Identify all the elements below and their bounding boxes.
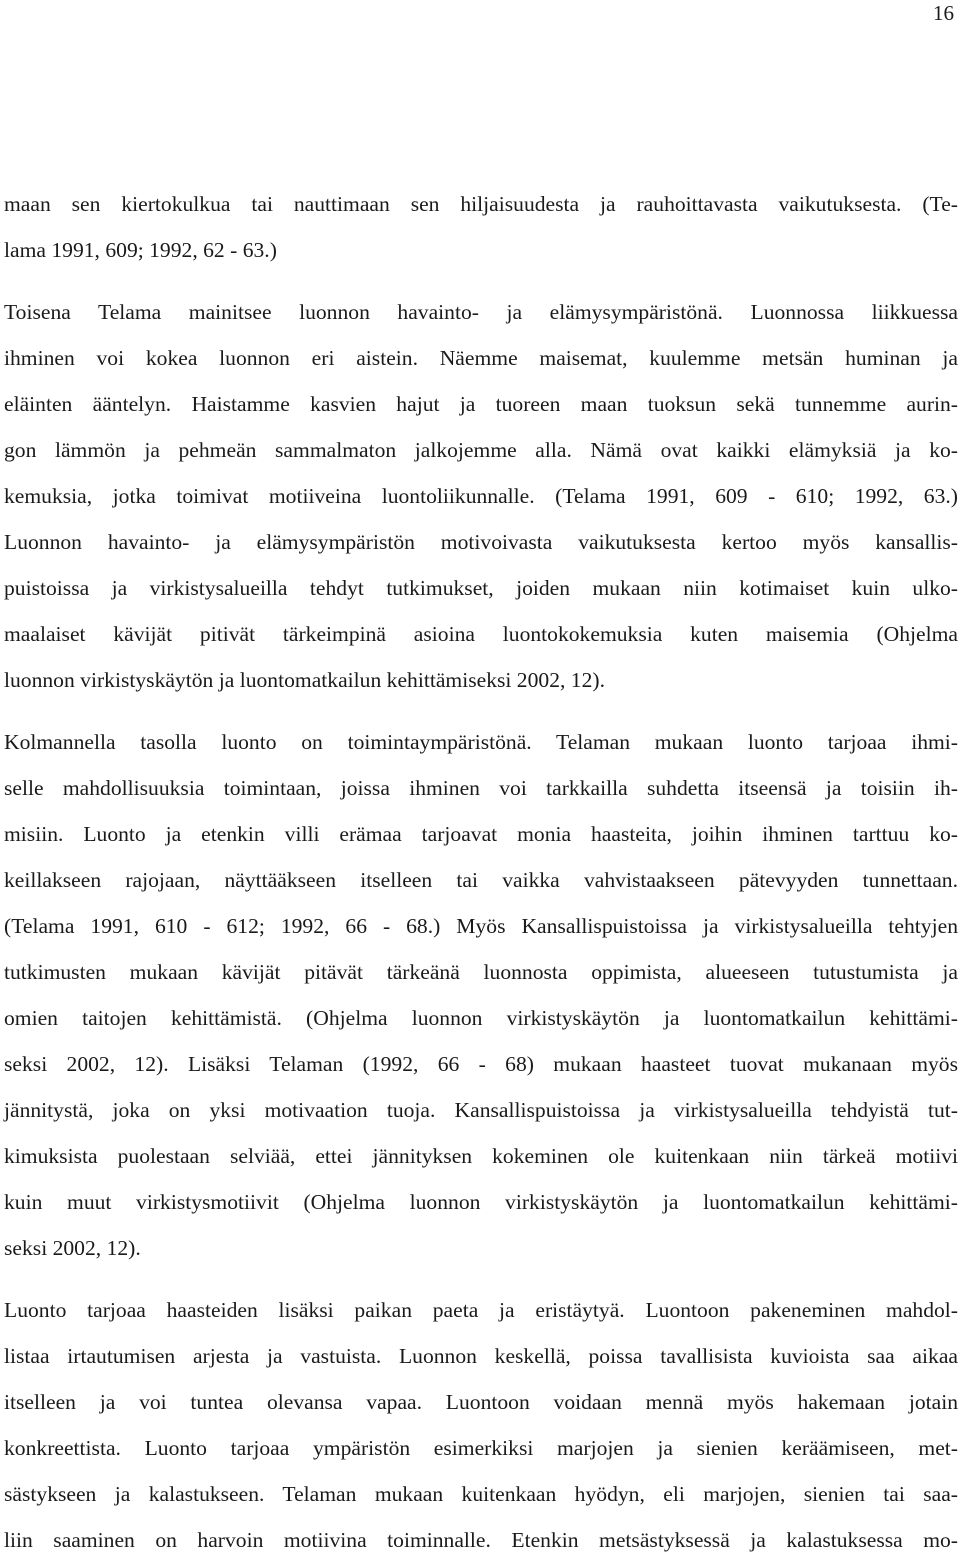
paragraph-3 (4, 719, 958, 1271)
paragraph-2 (4, 289, 958, 703)
text-line: lama 1991, 609; 1992, 62 - 63.) (4, 238, 277, 262)
text-line: jännitystä, joka on yksi motivaation tuoja. Kansallispuistoissa ja virkistysalueilla tehdyistä tut- (4, 1098, 958, 1122)
text-line: eläinten ääntelyn. Haistamme kasvien hajut ja tuoreen maan tuoksun sekä tunnemme aurin- (4, 392, 958, 416)
text-line: Kolmannella tasolla luonto on toimintaympäristönä. Telaman mukaan luonto tarjoaa ihmi- (4, 730, 958, 754)
text-line: maalaiset kävijät pitivät tärkeimpinä asioina luontokokemuksia kuten maisemia (Ohjelma (4, 622, 958, 646)
text-line: kimuksista puolestaan selviää, ettei jännityksen kokeminen ole kuitenkaan niin tärkeä motiivi (4, 1144, 958, 1168)
text-line: listaa irtautumisen arjesta ja vastuista. Luonnon keskellä, poissa tavallisista kuvioista saa aikaa (4, 1344, 958, 1368)
text-line: kuin muut virkistysmotiivit (Ohjelma luonnon virkistyskäytön ja luontomatkailun kehittämi- (4, 1190, 958, 1214)
text-line: itselleen ja voi tuntea olevansa vapaa. Luontoon voidaan mennä myös hakemaan jotain (4, 1390, 958, 1414)
text-line: puistoissa ja virkistysalueilla tehdyt tutkimukset, joiden mukaan niin kotimaiset kuin ulko- (4, 576, 958, 600)
text-line: sästykseen ja kalastukseen. Telaman mukaan kuitenkaan hyödyn, eli marjojen, sienien tai saa- (4, 1482, 958, 1506)
text-line: maan sen kiertokulkua tai nauttimaan sen hiljaisuudesta ja rauhoittavasta vaikutuksesta. (Te- (4, 192, 958, 216)
text-line: Luonto tarjoaa haasteiden lisäksi paikan paeta ja eristäytyä. Luontoon pakeneminen mahdol- (4, 1298, 958, 1322)
text-line: tutkimusten mukaan kävijät pitävät tärkeänä luonnosta oppimista, alueeseen tutustumista ja (4, 960, 958, 984)
text-line: konkreettista. Luonto tarjoaa ympäristön esimerkiksi marjojen ja sienien keräämiseen, met- (4, 1436, 958, 1460)
text-line: gon lämmön ja pehmeän sammalmaton jalkojemme alla. Nämä ovat kaikki elämyksiä ja ko- (4, 438, 958, 462)
text-line: Toisena Telama mainitsee luonnon havainto- ja elämysympäristönä. Luonnossa liikkuessa (4, 300, 958, 324)
page-number: 16 (933, 1, 954, 25)
paragraph-4 (4, 1287, 958, 1563)
text-line: selle mahdollisuuksia toimintaan, joissa ihminen voi tarkkailla suhdetta itseensä ja toisiin ih- (4, 776, 958, 800)
text-line: luonnon virkistyskäytön ja luontomatkailun kehittämiseksi 2002, 12). (4, 668, 605, 692)
text-line: misiin. Luonto ja etenkin villi erämaa tarjoavat monia haasteita, joihin ihminen tarttuu ko- (4, 822, 958, 846)
paragraph-gap (4, 273, 958, 289)
paragraph-1 (4, 181, 958, 273)
text-line: seksi 2002, 12). (4, 1236, 141, 1260)
text-line: omien taitojen kehittämistä. (Ohjelma luonnon virkistyskäytön ja luontomatkailun kehittämi- (4, 1006, 958, 1030)
paragraph-gap (4, 703, 958, 719)
text-line: ihminen voi kokea luonnon eri aistein. Näemme maisemat, kuulemme metsän huminan ja (4, 346, 958, 370)
text-line: liin saaminen on harvoin motiivina toiminnalle. Etenkin metsästyksessä ja kalastuksessa mo- (4, 1528, 958, 1552)
text-line: (Telama 1991, 610 - 612; 1992, 66 - 68.) Myös Kansallispuistoissa ja virkistysalueilla tehtyjen (4, 914, 958, 938)
text-line: Luonnon havainto- ja elämysympäristön motivoivasta vaikutuksesta kertoo myös kansallis- (4, 530, 958, 554)
body-text (4, 181, 958, 1563)
paragraph-gap (4, 1271, 958, 1287)
text-line: keillakseen rajojaan, näyttääkseen itselleen tai vaikka vahvistaakseen pätevyyden tunnettaan. (4, 868, 958, 892)
text-line: kemuksia, jotka toimivat motiiveina luontoliikunnalle. (Telama 1991, 609 - 610; 1992, 63.) (4, 484, 958, 508)
text-line: seksi 2002, 12). Lisäksi Telaman (1992, 66 - 68) mukaan haasteet tuovat mukanaan myös (4, 1052, 958, 1076)
